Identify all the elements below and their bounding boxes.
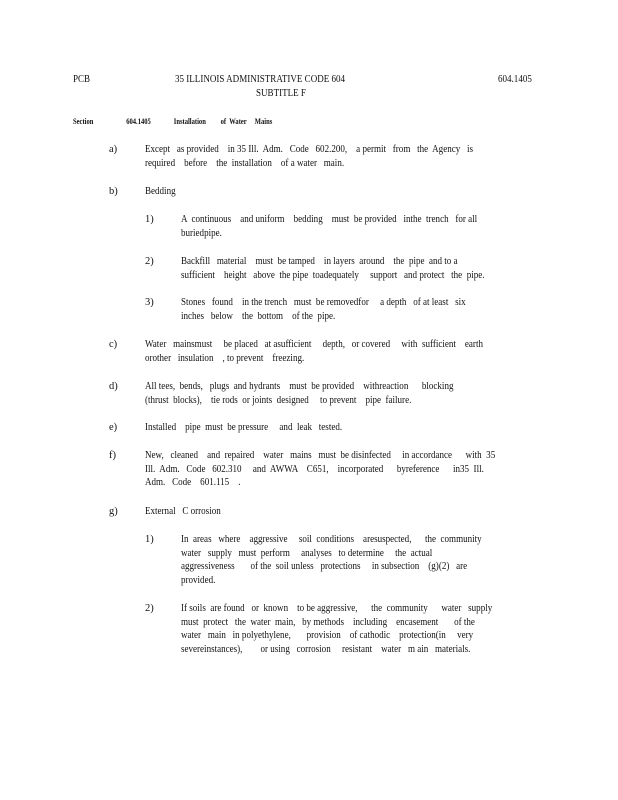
- item-text-line: severeinstances), or using corrosion resistant water m ain materials.: [181, 643, 471, 655]
- item-text-line: water main in polyethylene, provision of cathodic protection(in very: [181, 630, 474, 642]
- item-text-line: Water mainsmust be placed at asufficient depth, or covered with sufficient earth: [145, 339, 483, 350]
- item-text-line: water supply must perform analyses to determine the actual: [181, 547, 433, 559]
- item-text-line: Ill. Adm. Code 602.310 and AWWA C651, incorporated byreference in35 Ill.: [145, 463, 484, 475]
- item-text-line: Adm. Code 601.115 .: [145, 477, 241, 489]
- item-text-line: In areas where aggressive soil conditions aresuspected, the community: [181, 534, 482, 545]
- item-text-line: Stones found in the trench must be removedfor a depth of at least six: [181, 297, 466, 308]
- item-text-line: Bedding: [145, 186, 176, 197]
- item-text-line: inches below the bottom of the pipe.: [181, 310, 336, 322]
- item-label: b): [109, 186, 118, 197]
- section-number: 604.1405: [126, 117, 151, 126]
- item-text-line: Installed pipe must be pressure and leak tested.: [145, 422, 343, 433]
- section-title: Installation of Water Mains: [173, 117, 273, 126]
- item-label: 3): [145, 297, 154, 308]
- header-left: PCB: [73, 74, 91, 85]
- item-text-line: All tees, bends, plugs and hydrants must be provided withreaction blocking: [145, 381, 454, 392]
- item-label: c): [109, 339, 118, 350]
- item-label: 2): [145, 603, 154, 614]
- item-text-line: If soils are found or known to be aggressive, the community water supply: [181, 603, 493, 614]
- item-text-line: (thrust blocks), tie rods or joints designed to prevent pipe failure.: [145, 394, 412, 406]
- item-label: 1): [145, 534, 154, 545]
- item-label: e): [109, 422, 118, 433]
- item-text-line: sufficient height above the pipe toadequately support and protect the pipe.: [181, 269, 485, 281]
- item-text-line: orother insulation , to prevent freezing.: [145, 352, 305, 364]
- section-word: Section: [73, 117, 94, 126]
- item-text-line: A continuous and uniform bedding must be provided inthe trench for all: [181, 214, 478, 225]
- header-right: 604.1405: [498, 74, 532, 85]
- item-label: a): [109, 144, 118, 155]
- item-text-line: required before the installation of a water main.: [145, 157, 345, 169]
- item-text-line: aggressiveness of the soil unless protections in subsection (g)(2) are: [181, 561, 468, 573]
- item-label: 1): [145, 214, 154, 225]
- item-label: d): [109, 381, 118, 392]
- header-center-line2: SUBTITLE F: [256, 88, 306, 99]
- item-text-line: New, cleaned and repaired water mains must be disinfected in accordance with 35: [145, 450, 496, 461]
- item-text-line: Backfill material must be tamped in layers around the pipe and to a: [181, 256, 458, 267]
- item-label: 2): [145, 256, 154, 267]
- item-text-line: must protect the water main, by methods including encasement of the: [181, 616, 475, 628]
- item-text-line: provided.: [181, 574, 216, 586]
- item-text-line: Except as provided in 35 Ill. Adm. Code 602.200, a permit from the Agency is: [145, 144, 474, 155]
- item-label: g): [109, 506, 118, 517]
- header-center-line1: 35 ILLINOIS ADMINISTRATIVE CODE 604: [175, 74, 346, 85]
- item-label: f): [109, 450, 116, 461]
- item-text-line: External C orrosion: [145, 506, 221, 517]
- section-heading: [73, 117, 272, 126]
- item-text-line: buriedpipe.: [181, 227, 222, 239]
